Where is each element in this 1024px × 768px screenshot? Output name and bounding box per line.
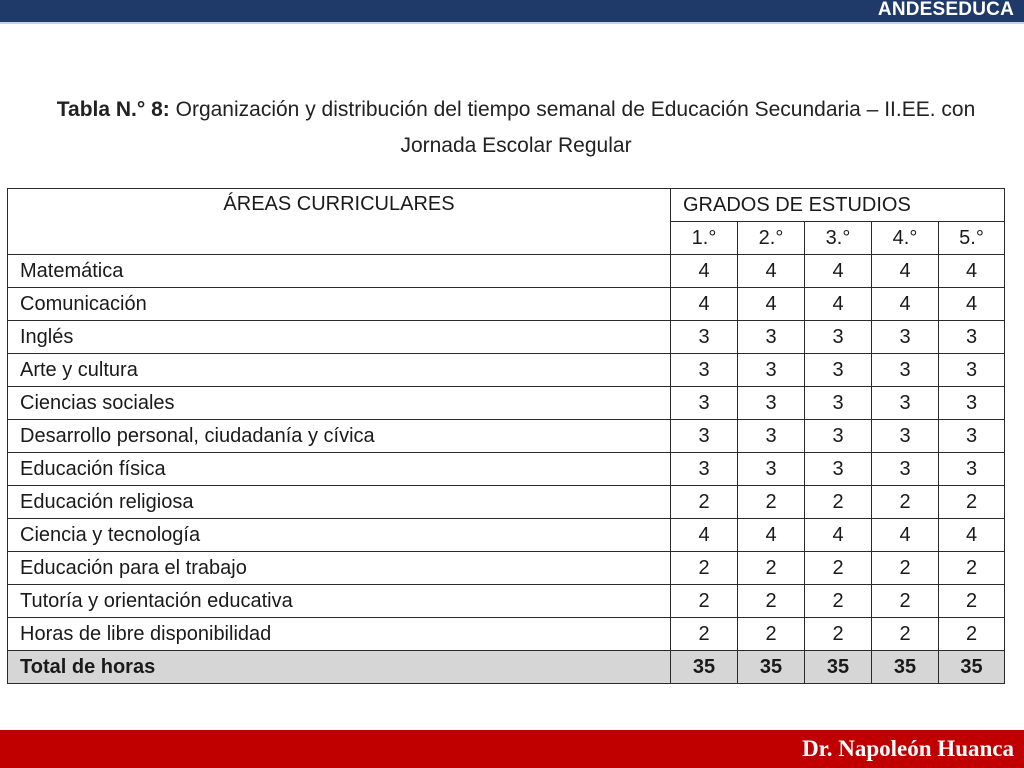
hours-cell: 3 (738, 354, 805, 387)
table-row (8, 420, 1005, 453)
area-name-cell: Educación para el trabajo (8, 552, 671, 585)
curriculum-hours-table (7, 188, 1005, 684)
hours-cell: 2 (738, 585, 805, 618)
hours-cell: 4 (671, 255, 738, 288)
hours-cell: 4 (939, 255, 1005, 288)
table-row (8, 354, 1005, 387)
hours-cell: 2 (805, 486, 872, 519)
table-title-lead: Tabla N.° 8: (56, 98, 170, 121)
hours-cell: 4 (738, 255, 805, 288)
area-name-cell: Comunicación (8, 288, 671, 321)
table-row (8, 585, 1005, 618)
hours-cell: 3 (805, 387, 872, 420)
hours-cell: 2 (939, 486, 1005, 519)
total-hours-cell: 35 (805, 651, 872, 684)
hours-cell: 3 (872, 453, 939, 486)
hours-cell: 4 (738, 288, 805, 321)
table-body (8, 255, 1005, 684)
hours-cell: 2 (738, 552, 805, 585)
hours-cell: 2 (671, 585, 738, 618)
grade-header-cell: 4.° (872, 222, 939, 255)
hours-cell: 3 (671, 453, 738, 486)
hours-cell: 2 (939, 552, 1005, 585)
hours-cell: 4 (671, 288, 738, 321)
grades-column-header: GRADOS DE ESTUDIOS (671, 189, 1005, 222)
hours-cell: 4 (738, 519, 805, 552)
hours-cell: 2 (671, 486, 738, 519)
area-name-cell: Inglés (8, 321, 671, 354)
total-hours-cell: 35 (671, 651, 738, 684)
hours-cell: 4 (805, 519, 872, 552)
hours-cell: 3 (805, 354, 872, 387)
hours-cell: 2 (872, 618, 939, 651)
hours-cell: 3 (872, 354, 939, 387)
hours-cell: 3 (671, 354, 738, 387)
hours-cell: 3 (872, 321, 939, 354)
hours-cell: 3 (738, 420, 805, 453)
table-row (8, 618, 1005, 651)
area-name-cell: Educación física (8, 453, 671, 486)
table-row (8, 453, 1005, 486)
hours-cell: 2 (671, 552, 738, 585)
hours-cell: 3 (805, 453, 872, 486)
area-name-cell: Horas de libre disponibilidad (8, 618, 671, 651)
grade-header-cell: 1.° (671, 222, 738, 255)
table-row (8, 321, 1005, 354)
area-name-cell: Tutoría y orientación educativa (8, 585, 671, 618)
hours-cell: 3 (805, 420, 872, 453)
total-row (8, 651, 1005, 684)
table-row (8, 387, 1005, 420)
hours-cell: 3 (939, 354, 1005, 387)
total-hours-cell: 35 (939, 651, 1005, 684)
hours-cell: 4 (872, 255, 939, 288)
table-row (8, 288, 1005, 321)
hours-cell: 2 (872, 552, 939, 585)
curriculum-table-container (7, 188, 1004, 678)
area-name-cell: Ciencias sociales (8, 387, 671, 420)
table-title (16, 92, 1016, 164)
hours-cell: 2 (805, 585, 872, 618)
hours-cell: 2 (805, 552, 872, 585)
hours-cell: 2 (939, 585, 1005, 618)
author-label: Dr. Napoleón Huanca (802, 736, 1014, 761)
hours-cell: 4 (872, 288, 939, 321)
hours-cell: 3 (671, 321, 738, 354)
area-name-cell: Ciencia y tecnología (8, 519, 671, 552)
hours-cell: 4 (805, 255, 872, 288)
total-hours-cell: 35 (872, 651, 939, 684)
footer-bar (0, 730, 1024, 768)
area-name-cell: Arte y cultura (8, 354, 671, 387)
hours-cell: 3 (939, 453, 1005, 486)
hours-cell: 3 (738, 387, 805, 420)
area-name-cell: Desarrollo personal, ciudadanía y cívica (8, 420, 671, 453)
hours-cell: 2 (939, 618, 1005, 651)
grade-header-cell: 3.° (805, 222, 872, 255)
hours-cell: 2 (872, 585, 939, 618)
hours-cell: 4 (939, 288, 1005, 321)
hours-cell: 3 (671, 420, 738, 453)
hours-cell: 2 (671, 618, 738, 651)
table-title-text: Organización y distribución del tiempo semanal de Educación Secundaria – II.EE. con Jornada Escolar Regular (175, 98, 976, 157)
area-column-header: ÁREAS CURRICULARES (8, 189, 671, 255)
brand-label: ANDESEDUCA (877, 0, 1014, 20)
hours-cell: 4 (872, 519, 939, 552)
hours-cell: 3 (738, 453, 805, 486)
area-name-cell: Educación religiosa (8, 486, 671, 519)
hours-cell: 2 (738, 486, 805, 519)
hours-cell: 3 (939, 321, 1005, 354)
table-row (8, 519, 1005, 552)
hours-cell: 3 (671, 387, 738, 420)
hours-cell: 4 (939, 519, 1005, 552)
grade-header-cell: 5.° (939, 222, 1005, 255)
hours-cell: 2 (872, 486, 939, 519)
total-hours-cell: 35 (738, 651, 805, 684)
hours-cell: 2 (738, 618, 805, 651)
hours-cell: 2 (805, 618, 872, 651)
total-label-cell: Total de horas (8, 651, 671, 684)
header-row (8, 189, 1005, 222)
hours-cell: 3 (939, 420, 1005, 453)
table-row (8, 552, 1005, 585)
hours-cell: 3 (805, 321, 872, 354)
table-row (8, 486, 1005, 519)
grade-header-cell: 2.° (738, 222, 805, 255)
hours-cell: 3 (939, 387, 1005, 420)
table-row (8, 255, 1005, 288)
hours-cell: 3 (738, 321, 805, 354)
hours-cell: 4 (805, 288, 872, 321)
hours-cell: 3 (872, 387, 939, 420)
hours-cell: 4 (671, 519, 738, 552)
area-name-cell: Matemática (8, 255, 671, 288)
hours-cell: 3 (872, 420, 939, 453)
top-header-bar (0, 0, 1024, 24)
